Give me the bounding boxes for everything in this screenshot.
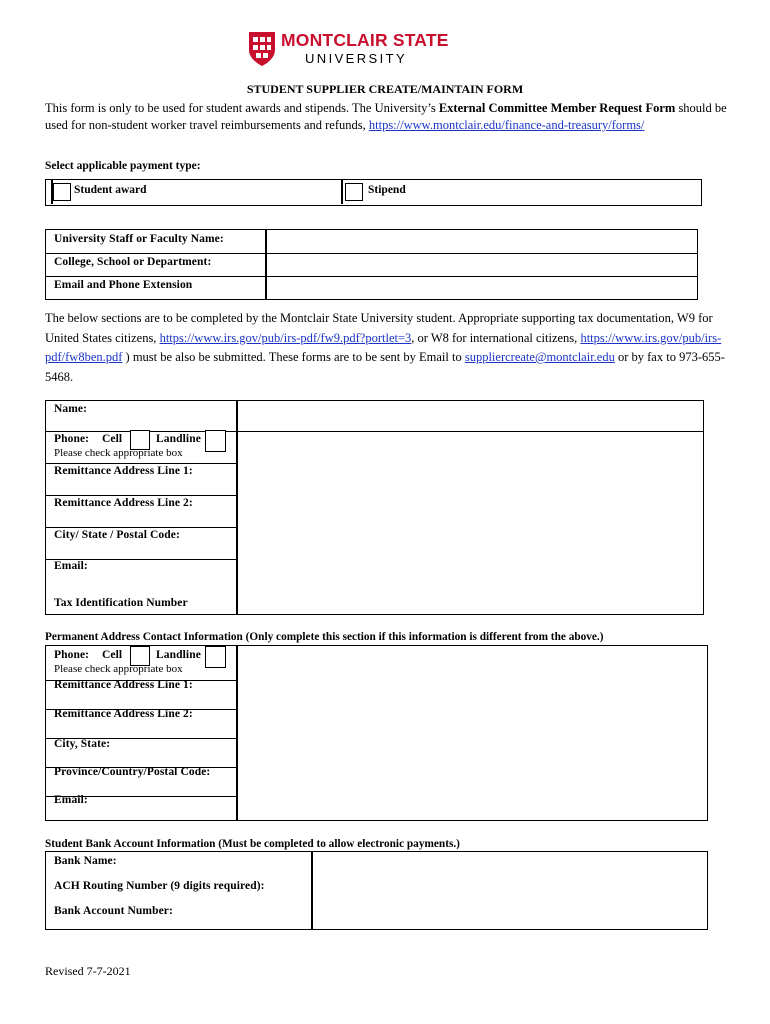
payment-type-label: Select applicable payment type: [45, 160, 201, 172]
stipend-label: Stipend [368, 184, 406, 196]
email-phone-ext-input[interactable] [268, 277, 696, 298]
stipend-checkbox[interactable] [345, 183, 363, 201]
routing-number-label: ACH Routing Number (9 digits required): [54, 880, 265, 892]
bank-info-heading: Student Bank Account Information (Must be completed to allow electronic payments.) [45, 838, 460, 850]
landline-label: Landline [156, 433, 201, 445]
instructions-part1: The below sections are to be completed by the Montclair State University student. Appropriate supporting tax documentation, W9 for United States citizens, [45, 311, 713, 345]
bank-info-input-area[interactable] [314, 852, 705, 927]
check-box-note: Please check appropriate box [54, 447, 183, 459]
account-number-label: Bank Account Number: [54, 905, 173, 917]
university-logo [247, 30, 447, 70]
page-title: STUDENT SUPPLIER CREATE/MAINTAIN FORM [246, 82, 524, 96]
perm-phone-label: Phone: [54, 649, 90, 661]
student-name-input[interactable] [239, 401, 701, 430]
address-line2-label: Remittance Address Line 2: [54, 497, 193, 509]
shield-icon [247, 30, 277, 68]
perm-address-line1-label: Remittance Address Line 1: [54, 679, 193, 691]
w9-link[interactable]: https://www.irs.gov/pub/irs-pdf/fw9.pdf?portlet=3 [159, 330, 412, 345]
city-state-postal-label: City/ State / Postal Code: [54, 529, 180, 541]
student-name-label: Name: [54, 403, 88, 415]
permanent-address-heading: Permanent Address Contact Information (Only complete this section if this information is different from the above.) [45, 631, 604, 643]
payment-type-table [45, 179, 702, 206]
permanent-address-input-area[interactable] [239, 646, 705, 818]
finance-forms-link[interactable]: https://www.montclair.edu/finance-and-treasury/forms/ [368, 118, 645, 132]
student-award-checkbox[interactable] [53, 183, 71, 201]
intro-text-part1: This form is only to be used for student awards and stipends. The University’s [45, 101, 439, 115]
revision-date: Revised 7-7-2021 [45, 964, 131, 978]
w8-link[interactable]: https://www.irs.gov/pub/irs-pdf/fw8ben.pdf [45, 330, 722, 364]
permanent-address-table [45, 645, 708, 821]
phone-label: Phone: [54, 433, 90, 445]
student-award-label: Student award [74, 184, 147, 196]
instructions-text [45, 309, 735, 387]
department-input[interactable] [268, 254, 696, 276]
student-details-input-area[interactable] [239, 433, 701, 612]
staff-name-input[interactable] [268, 230, 696, 252]
landline-checkbox[interactable] [205, 430, 226, 452]
bank-info-table [45, 851, 708, 930]
intro-text [45, 100, 730, 134]
email-label: Email: [54, 560, 88, 572]
perm-city-state-label: City, State: [54, 738, 111, 750]
perm-cell-label: Cell [102, 649, 123, 661]
address-line1-label: Remittance Address Line 1: [54, 465, 193, 477]
staff-name-label: University Staff or Faculty Name: [54, 233, 224, 245]
intro-text-part2: should be used for non-student worker travel reimbursements and refunds, [45, 101, 727, 132]
cell-label: Cell [102, 433, 123, 445]
perm-landline-label: Landline [156, 649, 201, 661]
tax-id-label: Tax Identification Number [54, 597, 188, 609]
perm-address-line2-label: Remittance Address Line 2: [54, 708, 193, 720]
supplier-email-link[interactable]: suppliercreate@montclair.edu [464, 350, 615, 364]
instructions-part4: or by fax to 973-655-5468. [45, 350, 725, 384]
perm-landline-checkbox[interactable] [205, 646, 226, 668]
bank-name-label: Bank Name: [54, 855, 117, 867]
instructions-part2: , or W8 for international citizens, [411, 330, 581, 345]
intro-bold-form-name: External Committee Member Request Form [438, 101, 676, 115]
perm-email-label: Email: [54, 794, 88, 806]
department-label: College, School or Department: [54, 256, 212, 268]
email-phone-ext-label: Email and Phone Extension [54, 279, 193, 291]
staff-info-table [45, 229, 698, 300]
logo-subtitle: UNIVERSITY [305, 51, 408, 66]
perm-province-country-label: Province/Country/Postal Code: [54, 766, 211, 778]
instructions-part3: ) must be also be submitted. These forms are to be sent by Email to [122, 350, 465, 364]
logo-name: MONTCLAIR STATE [281, 30, 449, 50]
perm-check-box-note: Please check appropriate box [54, 663, 183, 675]
student-info-table [45, 400, 704, 615]
